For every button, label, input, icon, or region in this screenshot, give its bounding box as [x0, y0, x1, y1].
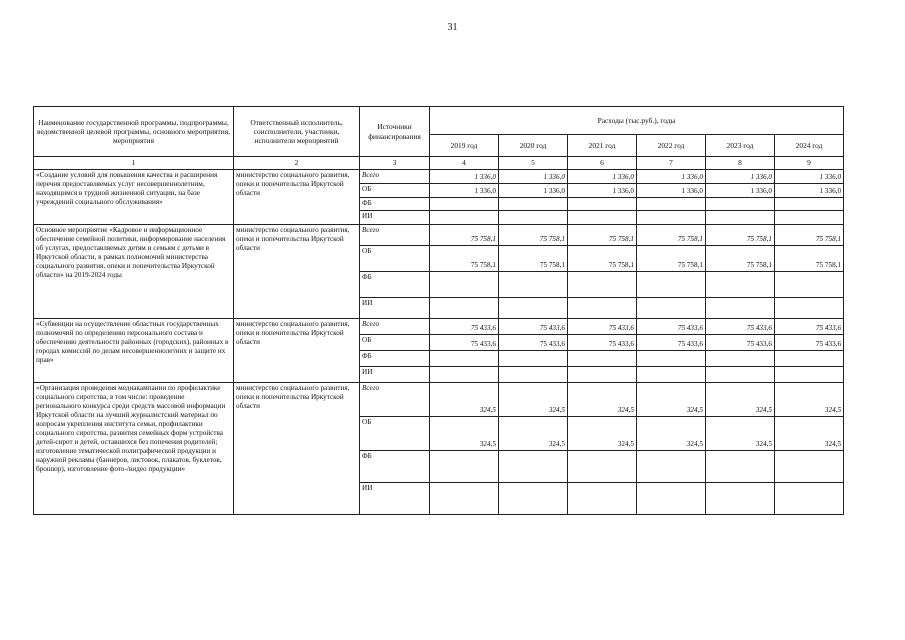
row-executor: министерство социального развития, опеки и попечительства Иркутской области: [234, 225, 360, 319]
total-value: 75 433,6: [775, 319, 844, 335]
ob-value: 324,5: [499, 417, 568, 451]
total-value: 324,5: [568, 383, 637, 417]
ob-value: 75 758,1: [706, 246, 775, 272]
ob-value: 75 433,6: [430, 335, 499, 351]
funding-source: ОБ: [360, 184, 430, 198]
page-number: 31: [447, 22, 458, 33]
empty-cell: [775, 483, 844, 515]
funding-source: ИИ: [360, 367, 430, 383]
row-executor: министерство социального развития, опеки и попечительства Иркутской области: [234, 319, 360, 383]
empty-cell: [499, 483, 568, 515]
column-number: 3: [360, 157, 430, 170]
row-executor: министерство социального развития, опеки и попечительства Иркутской области: [234, 170, 360, 225]
funding-source: ОБ: [360, 335, 430, 351]
total-value: 75 758,1: [430, 225, 499, 246]
header-year: 2021 год: [568, 135, 637, 157]
ob-value: 75 433,6: [637, 335, 706, 351]
total-value: 324,5: [499, 383, 568, 417]
total-value: 75 758,1: [499, 225, 568, 246]
empty-cell: [637, 272, 706, 298]
ob-value: 324,5: [430, 417, 499, 451]
row-name: «Создание условий для повышения качества и расширения перечня предоставляемых услуг несовершеннолетним, находящимся в трудной жизненной ситуации, на базе учреждений социального обслуживания»: [34, 170, 234, 225]
empty-cell: [775, 198, 844, 211]
empty-cell: [430, 483, 499, 515]
funding-source: ИИ: [360, 483, 430, 515]
column-number: 1: [34, 157, 234, 170]
empty-cell: [430, 451, 499, 483]
empty-cell: [430, 211, 499, 225]
ob-value: 75 433,6: [706, 335, 775, 351]
funding-source: Всего: [360, 170, 430, 184]
empty-cell: [430, 298, 499, 319]
header-year: 2019 год: [430, 135, 499, 157]
header-name: Наименование государственной программы, подпрограммы, ведомственной целевой программы, основного мероприятия, мероприятия: [34, 107, 234, 157]
ob-value: 75 758,1: [775, 246, 844, 272]
empty-cell: [637, 451, 706, 483]
header-source: Источники финансирования: [360, 107, 430, 157]
funding-source: Всего: [360, 319, 430, 335]
total-value: 324,5: [775, 383, 844, 417]
total-value: 75 433,6: [637, 319, 706, 335]
funding-source: Всего: [360, 225, 430, 246]
empty-cell: [706, 483, 775, 515]
ob-value: 75 433,6: [568, 335, 637, 351]
total-value: 1 336,0: [430, 170, 499, 184]
total-value: 75 433,6: [706, 319, 775, 335]
ob-value: 1 336,0: [637, 184, 706, 198]
empty-cell: [637, 351, 706, 367]
ob-value: 1 336,0: [499, 184, 568, 198]
empty-cell: [499, 211, 568, 225]
empty-cell: [430, 351, 499, 367]
empty-cell: [706, 272, 775, 298]
funding-source: ФБ: [360, 198, 430, 211]
empty-cell: [499, 298, 568, 319]
ob-value: 75 758,1: [637, 246, 706, 272]
total-value: 1 336,0: [775, 170, 844, 184]
table-row: [34, 225, 844, 246]
ob-value: 1 336,0: [706, 184, 775, 198]
empty-cell: [775, 451, 844, 483]
empty-cell: [568, 483, 637, 515]
column-number-row: [34, 157, 844, 170]
ob-value: 75 758,1: [499, 246, 568, 272]
column-number: 6: [568, 157, 637, 170]
total-value: 75 433,6: [499, 319, 568, 335]
funding-source: ФБ: [360, 272, 430, 298]
column-number: 4: [430, 157, 499, 170]
total-value: 75 758,1: [775, 225, 844, 246]
empty-cell: [637, 483, 706, 515]
empty-cell: [568, 211, 637, 225]
header-year: 2020 год: [499, 135, 568, 157]
ob-value: 75 433,6: [775, 335, 844, 351]
row-name: «Субвенции на осуществление областных государственных полномочий по определению персонального состава и обеспечению деятельности районных (городских), районных в городах комиссий по делам несовершеннолетних и защите их прав»: [34, 319, 234, 383]
total-value: 75 758,1: [568, 225, 637, 246]
column-number: 7: [637, 157, 706, 170]
column-number: 2: [234, 157, 360, 170]
empty-cell: [706, 198, 775, 211]
header-year: 2023 год: [706, 135, 775, 157]
empty-cell: [568, 351, 637, 367]
empty-cell: [499, 198, 568, 211]
empty-cell: [637, 298, 706, 319]
funding-source: ФБ: [360, 451, 430, 483]
budget-table: [33, 106, 844, 515]
empty-cell: [775, 367, 844, 383]
empty-cell: [568, 272, 637, 298]
empty-cell: [706, 351, 775, 367]
empty-cell: [775, 351, 844, 367]
ob-value: 75 758,1: [430, 246, 499, 272]
total-value: 1 336,0: [706, 170, 775, 184]
header-year: 2022 год: [637, 135, 706, 157]
column-number: 9: [775, 157, 844, 170]
empty-cell: [775, 272, 844, 298]
table-row: [34, 319, 844, 335]
empty-cell: [568, 298, 637, 319]
ob-value: 1 336,0: [775, 184, 844, 198]
empty-cell: [775, 211, 844, 225]
total-value: 75 433,6: [430, 319, 499, 335]
ob-value: 324,5: [775, 417, 844, 451]
table-row: [34, 383, 844, 417]
funding-source: ИИ: [360, 211, 430, 225]
header-spend: Расходы (тыс.руб.), годы: [430, 107, 844, 135]
total-value: 324,5: [706, 383, 775, 417]
empty-cell: [706, 211, 775, 225]
empty-cell: [637, 198, 706, 211]
total-value: 324,5: [637, 383, 706, 417]
empty-cell: [499, 367, 568, 383]
empty-cell: [499, 272, 568, 298]
empty-cell: [430, 272, 499, 298]
empty-cell: [499, 351, 568, 367]
ob-value: 324,5: [706, 417, 775, 451]
empty-cell: [775, 298, 844, 319]
total-value: 75 758,1: [637, 225, 706, 246]
total-value: 1 336,0: [637, 170, 706, 184]
funding-source: ОБ: [360, 417, 430, 451]
total-value: 75 433,6: [568, 319, 637, 335]
column-number: 8: [706, 157, 775, 170]
budget-table-body: [34, 170, 844, 515]
empty-cell: [706, 451, 775, 483]
empty-cell: [637, 211, 706, 225]
total-value: 324,5: [430, 383, 499, 417]
row-name: Основное мероприятие «Кадровое и информационное обеспечение семейной политики, информирование населения об услугах, предоставляемых детям и семьям с детьми в Иркутской области, в рамках полномочий министерства социального развития, опеки и попечительства Иркутской области» на 2019-2024 годы: [34, 225, 234, 319]
header-executor: Ответственный исполнитель, соисполнители, участники, исполнители мероприятий: [234, 107, 360, 157]
empty-cell: [706, 367, 775, 383]
empty-cell: [568, 451, 637, 483]
table-row: [34, 170, 844, 184]
ob-value: 324,5: [568, 417, 637, 451]
empty-cell: [637, 367, 706, 383]
ob-value: 75 433,6: [499, 335, 568, 351]
funding-source: ФБ: [360, 351, 430, 367]
funding-source: ОБ: [360, 246, 430, 272]
total-value: 1 336,0: [499, 170, 568, 184]
empty-cell: [430, 198, 499, 211]
total-value: 75 758,1: [706, 225, 775, 246]
empty-cell: [430, 367, 499, 383]
ob-value: 1 336,0: [430, 184, 499, 198]
ob-value: 1 336,0: [568, 184, 637, 198]
empty-cell: [568, 367, 637, 383]
empty-cell: [499, 451, 568, 483]
row-name: «Организация проведения медиакампании по профилактике социального сиротства, в том числе: проведение регионального конкурса среди средств массовой информации Иркутской области на лучший журналистский материал по вопросам укрепления института семьи, профилактики социального сиротства, развития семейных форм устройства детей-сирот и детей, оставшихся без попечения родителей; изготовление тематической полиграфической продукции и наружной рекламы (баннеров, листовок, плакатов, буклетов, брошюр), изготовление фото-/видео продукции»: [34, 383, 234, 515]
ob-value: 75 758,1: [568, 246, 637, 272]
row-executor: министерство социального развития, опеки и попечительства Иркутской области: [234, 383, 360, 515]
header-year: 2024 год: [775, 135, 844, 157]
empty-cell: [568, 198, 637, 211]
funding-source: ИИ: [360, 298, 430, 319]
empty-cell: [706, 298, 775, 319]
ob-value: 324,5: [637, 417, 706, 451]
funding-source: Всего: [360, 383, 430, 417]
column-number: 5: [499, 157, 568, 170]
total-value: 1 336,0: [568, 170, 637, 184]
